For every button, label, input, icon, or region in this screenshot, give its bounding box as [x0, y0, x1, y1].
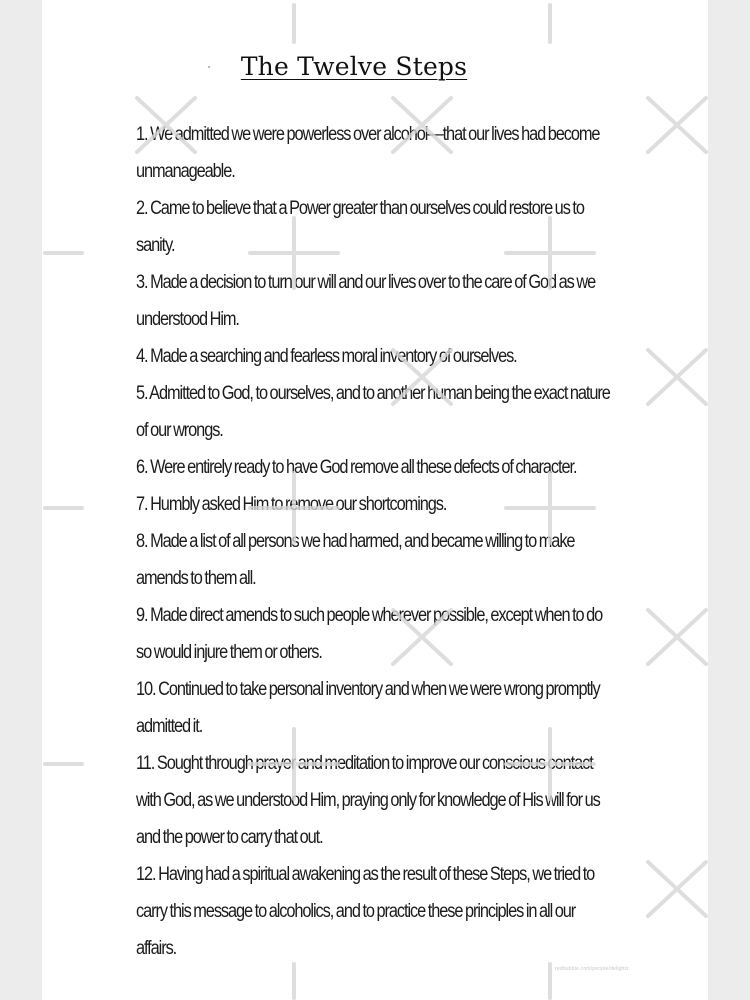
step-7: 7. Humbly asked Him to remove our shortcomings. [136, 494, 447, 515]
step-9: 9. Made direct amends to such people wherever possible, except when to do so would injure them or others. [136, 605, 603, 663]
step-8: 8. Made a list of all persons we had harmed, and became willing to make amends to them all. [136, 531, 575, 589]
step-2: 2. Came to believe that a Power greater than ourselves could restore us to sanity. [136, 198, 584, 256]
page-title: The Twelve Steps [240, 52, 468, 81]
steps-list [136, 116, 636, 967]
step-1: 1. We admitted we were powerless over alcohol—that our lives had become unmanageable. [136, 124, 600, 182]
step-5: 5. Admitted to God, to ourselves, and to another human being the exact nature of our wrongs. [136, 383, 610, 441]
step-12: 12. Having had a spiritual awakening as the result of these Steps, we tried to carry this message to alcoholics, and to practice these principles in all our affairs. [136, 864, 595, 959]
step-6: 6. Were entirely ready to have God remove all these defects of character. [136, 457, 577, 478]
step-3: 3. Made a decision to turn our will and our lives over to the care of God as we understood Him. [136, 272, 596, 330]
step-4: 4. Made a searching and fearless moral inventory of ourselves. [136, 346, 517, 367]
step-11: 11. Sought through prayer and meditation to improve our conscious contact with God, as we understood Him, praying only for knowledge of His will for us and the power to carry that out. [136, 753, 600, 848]
step-10: 10. Continued to take personal inventory and when we were wrong promptly admitted it. [136, 679, 600, 737]
credit-text: redbubble.com/people/delightz [555, 966, 629, 972]
decorative-dot [208, 66, 210, 68]
